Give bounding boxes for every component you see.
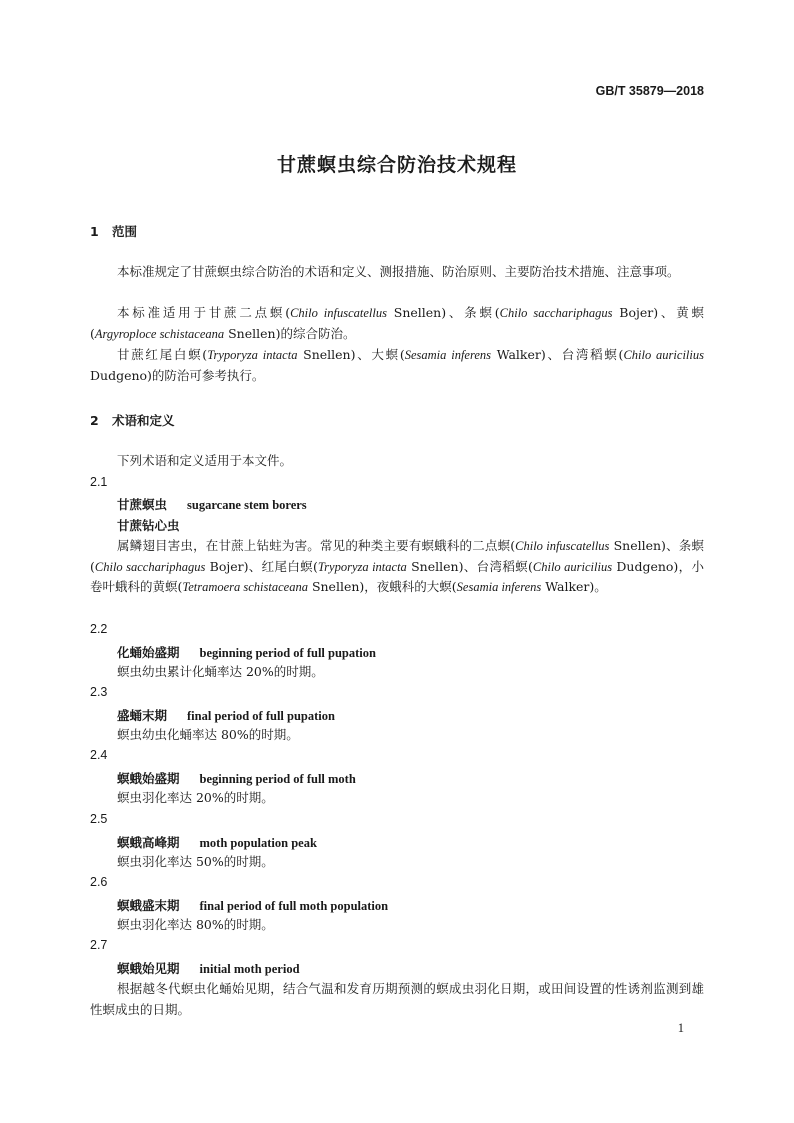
term-entry: 螟蛾始见期 initial moth period — [117, 961, 300, 976]
term-entry: 化蛹始盛期 beginning period of full pupation — [117, 645, 376, 660]
terms-intro: 下列术语和定义适用于本文件。 — [117, 453, 293, 468]
term-number: 2.2 — [90, 622, 108, 636]
scope-paragraph-1: 本标准规定了甘蔗螟虫综合防治的术语和定义、测报措施、防治原则、主要防治技术措施、注意事项。 — [117, 264, 680, 279]
term-number: 2.1 — [90, 475, 108, 489]
standard-number: GB/T 35879—2018 — [595, 84, 704, 98]
section-1-heading — [90, 222, 137, 240]
section-number: 2 — [90, 413, 99, 428]
term-number: 2.4 — [90, 748, 108, 762]
term-definition: 螟虫幼虫累计化蛹率达 20%的时期。 — [117, 664, 324, 679]
term-number: 2.7 — [90, 938, 108, 952]
term-number: 2.5 — [90, 812, 108, 826]
term-entry — [117, 495, 307, 513]
term-en: sugarcane stem borers — [187, 498, 307, 512]
section-title: 范围 — [112, 224, 138, 239]
term-zh: 甘蔗螟虫 — [117, 497, 168, 512]
term-definition: 螟虫羽化率达 80%的时期。 — [117, 917, 274, 932]
section-title: 术语和定义 — [112, 413, 175, 428]
section-number: 1 — [90, 224, 99, 239]
term-definition: 螟虫羽化率达 20%的时期。 — [117, 790, 274, 805]
term-number: 2.6 — [90, 875, 108, 889]
term-entry: 螟蛾盛末期 final period of full moth population — [117, 898, 389, 913]
section-2-heading — [90, 411, 175, 429]
scope-paragraph-2: 本标准适用于甘蔗二点螟(Chilo infuscatellus Snellen)、条螟(Chilo sacchariphagus Bojer)、黄螟(Argyroploce schistaceana Snellen)的综合防治。 — [90, 305, 704, 341]
term-entry: 盛蛹末期 final period of full pupation — [117, 708, 335, 723]
scope-paragraph-3: 甘蔗红尾白螟(Tryporyza intacta Snellen)、大螟(Sesamia inferens Walker)、台湾稻螟(Chilo auricilius Dudgeno)的防治可参考执行。 — [90, 347, 704, 383]
term-definition: 螟虫幼虫化蛹率达 80%的时期。 — [117, 727, 299, 742]
term-entry: 螟蛾高峰期 moth population peak — [117, 835, 317, 850]
page-number: 1 — [677, 1021, 684, 1035]
term-definition: 螟虫羽化率达 50%的时期。 — [117, 854, 274, 869]
term-number: 2.3 — [90, 685, 108, 699]
document-title: 甘蔗螟虫综合防治技术规程 — [276, 154, 517, 176]
term-definition: 根据越冬代螟虫化蛹始见期，结合气温和发育历期预测的螟成虫羽化日期，或田间设置的性诱剂监测到雄性螟成虫的日期。 — [90, 981, 704, 1017]
term-entry: 螟蛾始盛期 beginning period of full moth — [117, 771, 356, 786]
term-alt: 甘蔗钻心虫 — [117, 518, 180, 533]
term-definition: 属鳞翅目害虫，在甘蔗上钻蛀为害。常见的种类主要有螟蛾科的二点螟(Chilo infuscatellus Snellen)、条螟(Chilo sacchariphagus Bojer)、红尾白螟(Tryporyza intacta Snellen)、台湾稻螟(Chilo auricilius Dudgeno)，小卷叶蛾科的黄螟(Tetramoera schistaceana Snellen)，夜蛾科的大螟(Sesamia inferens Walker)。 — [90, 538, 704, 595]
